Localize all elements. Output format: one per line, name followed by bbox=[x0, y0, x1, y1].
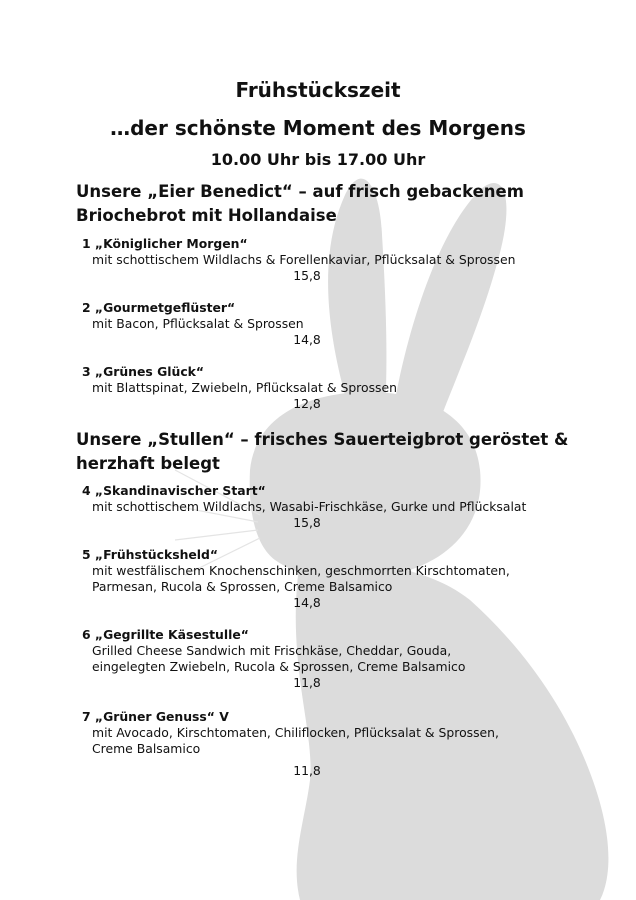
menu-item-price: 14,8 bbox=[293, 332, 321, 347]
menu-item-description: mit schottischem Wildlachs, Wasabi-Frischkäse, Gurke und Pflücksalat bbox=[92, 499, 527, 514]
menu-item-price: 15,8 bbox=[293, 268, 321, 283]
menu-item-title: 5 „Frühstücksheld“ bbox=[82, 547, 219, 562]
menu-item-5 bbox=[82, 547, 572, 611]
menu-item-3 bbox=[82, 364, 572, 412]
menu-item-description: eingelegten Zwiebeln, Rucola & Sprossen, Creme Balsamico bbox=[92, 659, 466, 674]
menu-item-price: 12,8 bbox=[293, 396, 321, 411]
menu-item-description: mit Blattspinat, Zwiebeln, Pflücksalat & Sprossen bbox=[92, 380, 397, 395]
menu-item-title: 6 „Gegrillte Käsestulle“ bbox=[82, 627, 249, 642]
menu-item-description: mit Bacon, Pflücksalat & Sprossen bbox=[92, 316, 304, 331]
menu-item-title: 7 „Grüner Genuss“ V bbox=[82, 709, 229, 724]
menu-item-7 bbox=[82, 709, 572, 779]
menu-item-price: 14,8 bbox=[293, 595, 321, 610]
menu-item-price: 11,8 bbox=[293, 675, 321, 690]
page-subtitle: …der schönste Moment des Morgens bbox=[110, 116, 526, 140]
section-heading-line: Unsere „Eier Benedict“ – auf frisch gebackenem bbox=[76, 182, 524, 201]
menu-item-description: Grilled Cheese Sandwich mit Frischkäse, Cheddar, Gouda, bbox=[92, 643, 452, 658]
menu-item-description: Parmesan, Rucola & Sprossen, Creme Balsamico bbox=[92, 579, 393, 594]
opening-hours: 10.00 Uhr bis 17.00 Uhr bbox=[210, 150, 426, 169]
section-heading-line: Unsere „Stullen“ – frisches Sauerteigbrot geröstet & bbox=[76, 430, 569, 449]
menu-item-2 bbox=[82, 300, 572, 348]
section-heading-line: Briochebrot mit Hollandaise bbox=[76, 206, 337, 225]
menu-item-price: 15,8 bbox=[293, 515, 321, 530]
menu-item-title: 3 „Grünes Glück“ bbox=[82, 364, 205, 379]
menu-item-title: 1 „Königlicher Morgen“ bbox=[82, 236, 248, 251]
section-heading-line: herzhaft belegt bbox=[76, 454, 220, 473]
section-heading-eier-benedict bbox=[76, 180, 596, 228]
menu-item-6 bbox=[82, 627, 572, 691]
page-title: Frühstückszeit bbox=[235, 78, 401, 102]
menu-item-4 bbox=[82, 483, 572, 531]
section-heading-stullen bbox=[76, 428, 596, 476]
menu-item-description: mit westfälischem Knochenschinken, geschmorrten Kirschtomaten, bbox=[92, 563, 510, 578]
menu-item-description: mit Avocado, Kirschtomaten, Chiliflocken, Pflücksalat & Sprossen, bbox=[92, 725, 499, 740]
menu-item-title: 2 „Gourmetgeflüster“ bbox=[82, 300, 236, 315]
menu-item-1 bbox=[82, 236, 572, 284]
menu-item-description: mit schottischem Wildlachs & Forellenkaviar, Pflücksalat & Sprossen bbox=[92, 252, 516, 267]
menu-item-price: 11,8 bbox=[293, 763, 321, 778]
menu-item-description: Creme Balsamico bbox=[92, 741, 201, 756]
menu-item-title: 4 „Skandinavischer Start“ bbox=[82, 483, 266, 498]
